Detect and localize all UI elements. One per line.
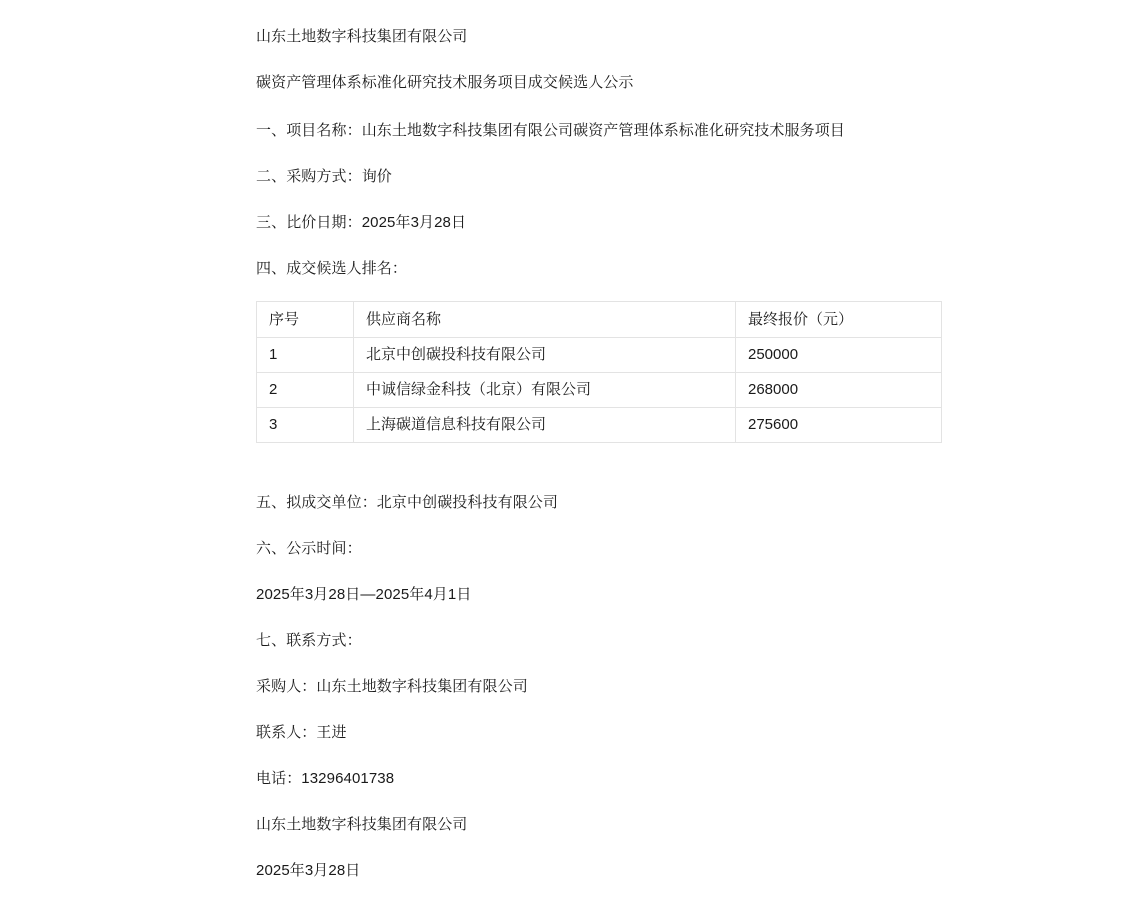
table-row [257,408,942,443]
cell-price: 275600 [736,408,942,443]
cell-price: 268000 [736,373,942,408]
table-bottom-spacer [256,443,870,490]
column-header-price: 最终报价（元） [736,302,942,338]
cell-index: 3 [257,408,354,443]
section-contact-heading: 七、联系方式： [256,632,362,649]
candidates-table [256,301,942,443]
footer-date: 2025年3月28日 [256,862,361,879]
cell-supplier: 北京中创碳投科技有限公司 [354,338,736,373]
contact-person: 联系人：王进 [256,724,347,741]
document-body [256,0,870,884]
section-procurement-method: 二、采购方式：询价 [256,168,392,185]
contact-purchaser: 采购人：山东土地数字科技集团有限公司 [256,678,528,695]
section-project-name: 一、项目名称：山东土地数字科技集团有限公司碳资产管理体系标准化研究技术服务项目 [256,122,845,139]
column-header-supplier: 供应商名称 [354,302,736,338]
table-row [257,338,942,373]
publicity-period-value: 2025年3月28日—2025年4月1日 [256,586,472,603]
document-title: 碳资产管理体系标准化研究技术服务项目成交候选人公示 [256,74,634,91]
section-candidates-heading: 四、成交候选人排名： [256,260,408,277]
contact-phone: 电话：13296401738 [256,770,395,787]
column-header-index: 序号 [257,302,354,338]
section-awarded-unit: 五、拟成交单位：北京中创碳投科技有限公司 [256,494,559,511]
cell-price: 250000 [736,338,942,373]
section-bid-date: 三、比价日期：2025年3月28日 [256,214,467,231]
footer-company: 山东土地数字科技集团有限公司 [256,816,468,833]
cell-index: 2 [257,373,354,408]
cell-supplier: 中诚信绿金科技（北京）有限公司 [354,373,736,408]
table-header-row [257,302,942,338]
issuer-header: 山东土地数字科技集团有限公司 [256,28,468,45]
cell-index: 1 [257,338,354,373]
table-row [257,373,942,408]
cell-supplier: 上海碳道信息科技有限公司 [354,408,736,443]
section-publicity-period-heading: 六、公示时间： [256,540,362,557]
